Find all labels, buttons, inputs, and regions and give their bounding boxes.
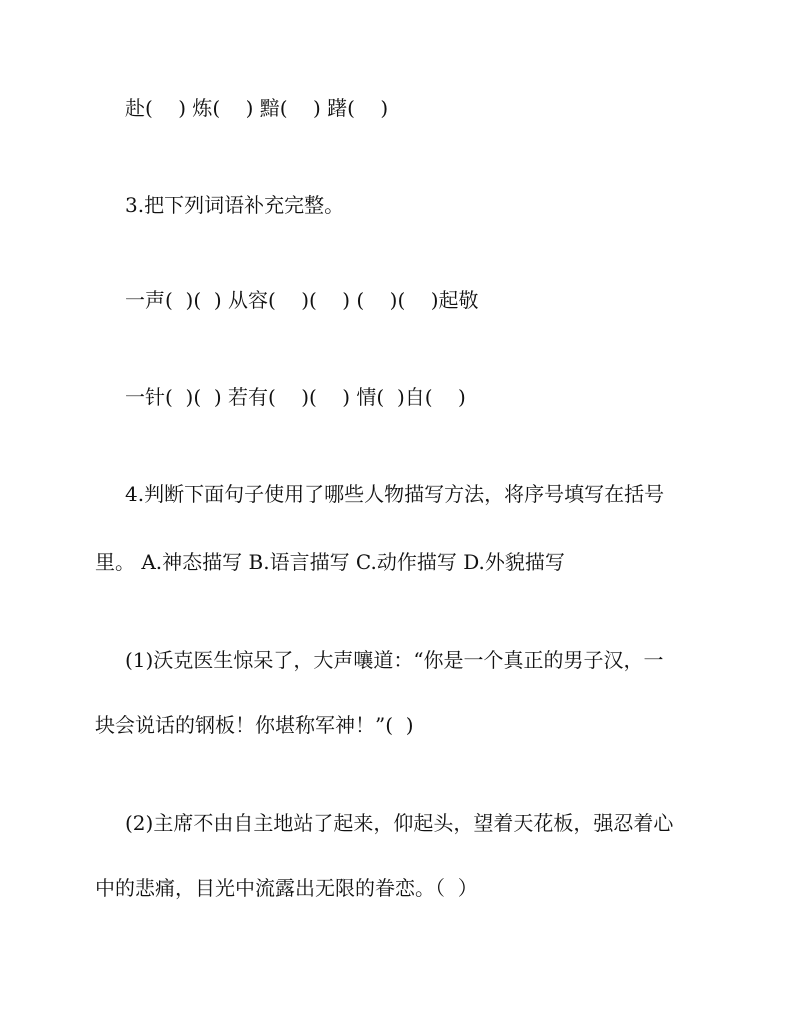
sentence-1-line-2: 块会说话的钢板！你堪称军神！”( ) (95, 713, 414, 737)
word-row: 赴( ) 炼( ) 黯( ) 躇( ) (125, 96, 389, 120)
question-3-row-2: 一针( )( ) 若有( )( ) 情( )自( ) (125, 385, 466, 409)
sentence-2-line-2: 中的悲痛，目光中流露出无限的眷恋。（ ） (95, 876, 478, 900)
question-4-title-line-1: 4.判断下面句子使用了哪些人物描写方法，将序号填写在括号 (125, 482, 665, 506)
question-3-title: 3.把下列词语补充完整。 (125, 193, 345, 217)
sentence-1-line-1: (1)沃克医生惊呆了，大声嚷道：“你是一个真正的男子汉，一 (125, 648, 664, 672)
question-3-row-1: 一声( )( ) 从容( )( ) ( )( )起敬 (125, 288, 479, 312)
question-4-title-line-2: 里。 A.神态描写 B.语言描写 C.动作描写 D.外貌描写 (95, 550, 565, 574)
sentence-2-line-1: (2)主席不由自主地站了起来，仰起头，望着天花板，强忍着心 (125, 811, 674, 835)
